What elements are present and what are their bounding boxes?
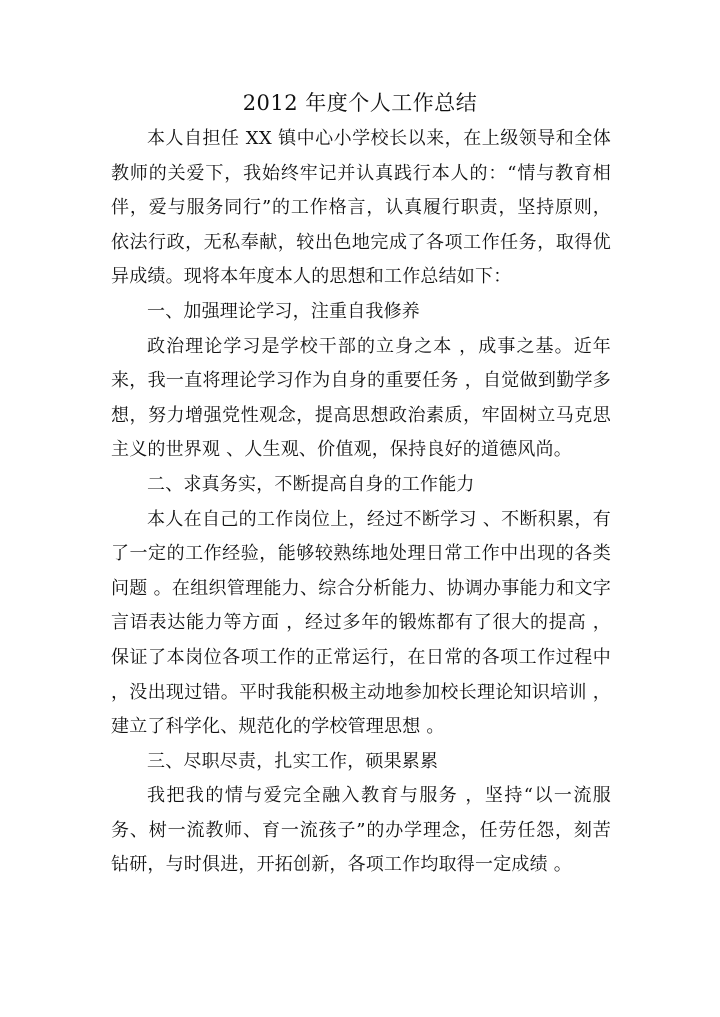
- section-paragraph-3: 我把我的情与爱完全融入教育与服务 ，坚持“以一流服务、树一流教师、育一流孩子”的办学理念，任劳任怨，刻苦钻研，与时俱进，开拓创新，各项工作均取得一定成绩 。: [111, 785, 611, 876]
- intro-paragraph: 本人自担任 XX 镇中心小学校长以来，在上级领导和全体教师的关爱下，我始终牢记并认真践行本人的：“情与教育相伴，爱与服务同行”的工作格言，认真履行职责，坚持原则，依法行政，无私奉献，较出色地完成了各项工作任务，取得优异成绩。现将本年度本人的思想和工作总结如下：: [111, 128, 611, 288]
- section-paragraph-1: 政治理论学习是学校干部的立身之本 ，成事之基。近年来，我一直将理论学习作为自身的重要任务 ，自觉做到勤学多想，努力增强党性观念，提高思想政治素质，牢固树立马克思主义的世界观 、人生观、价值观，保持良好的道德风尚。: [111, 335, 611, 461]
- document-body: [111, 122, 611, 883]
- document-title: 2012 年度个人工作总结: [242, 91, 478, 115]
- section-heading-2: 二、求真务实，不断提高自身的工作能力: [147, 473, 475, 495]
- section-heading-1: 一、加强理论学习，注重自我修养: [147, 300, 420, 322]
- section-heading-3: 三、尽职尽责，扎实工作，硕果累累: [147, 750, 439, 772]
- section-paragraph-2: 本人在自己的工作岗位上，经过不断学习 、不断积累，有了一定的工作经验，能够较熟练地处理日常工作中出现的各类问题 。在组织管理能力、综合分析能力、协调办事能力和文字言语表达能力等方面 ，经过多年的锻炼都有了很大的提高 ，保证了本岗位各项工作的正常运行，在日常的各项工作过程中 ，没出现过错。平时我能积极主动地参加校长理论知识培训 ，建立了科学化、规范化的学校管理思想 。: [111, 508, 611, 738]
